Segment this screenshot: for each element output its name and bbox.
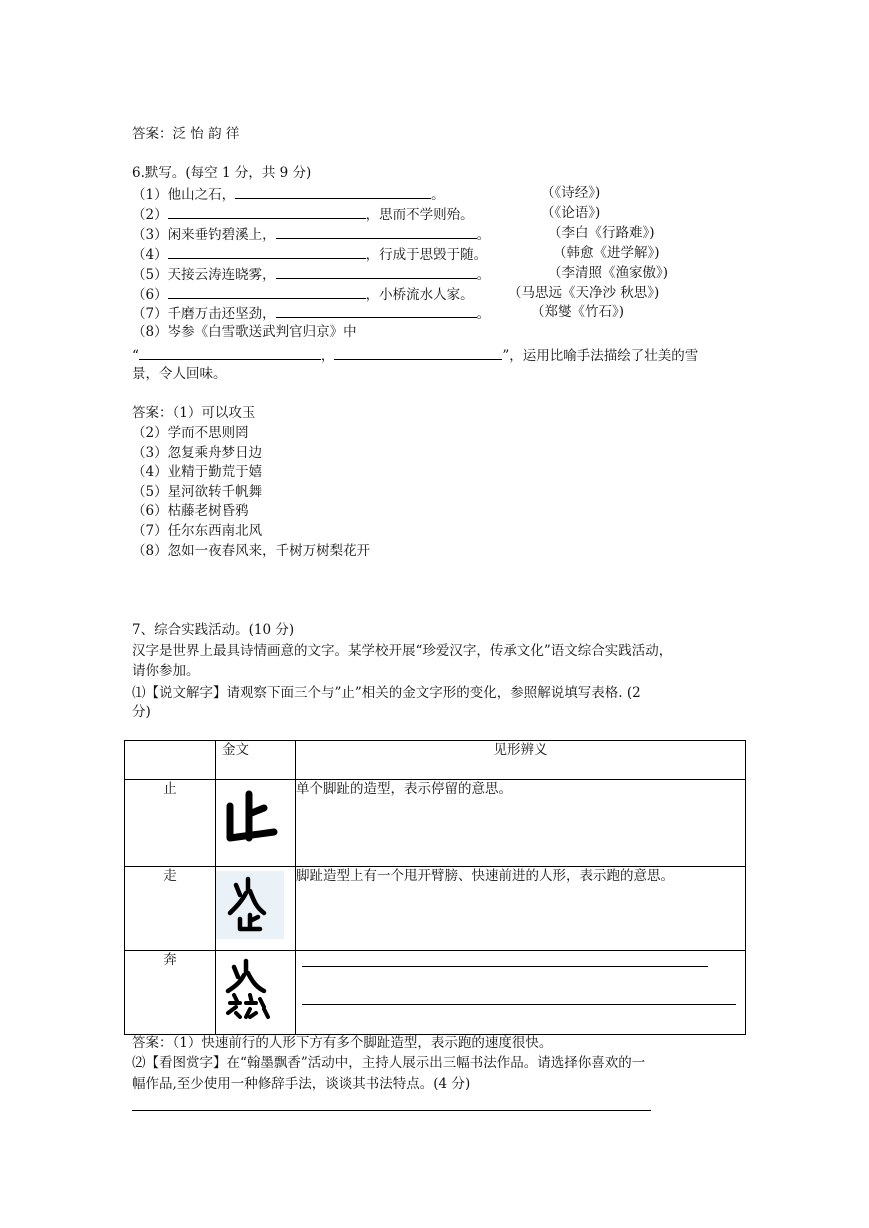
q6-answer-7: （7）任尔东西南北风 (132, 523, 263, 539)
q7-part1-line1: ⑴【说文解字】请观察下面三个与”止”相关的金文字形的变化，参照解说填写表格. (2 (132, 685, 641, 701)
table-header-meaning: 见形辨义 (296, 741, 746, 780)
q6-item-1-source: （《诗经》) (541, 185, 601, 201)
q6-item-7 (132, 303, 490, 324)
q6-blank-1[interactable] (235, 184, 431, 199)
q6-item-6-pre: （6） (132, 287, 168, 303)
q6-item-8-open-quote: “ (132, 348, 139, 364)
q6-item-2-pre: （2） (132, 207, 168, 223)
q6-item-7-source: （郑燮《竹石》) (531, 304, 625, 320)
table-row (125, 780, 746, 867)
q6-blank-8b[interactable] (334, 345, 502, 360)
row-desc-ben (296, 951, 746, 1035)
table-row (125, 867, 746, 951)
table-header-empty (125, 741, 216, 780)
q7-part2-line1: ⑵【看图赏字】在“翰墨飘香”活动中，主持人展示出三幅书法作品。请选择你喜欢的一 (132, 1055, 646, 1071)
q6-item-2 (132, 204, 474, 225)
ben-answer-line-2[interactable] (302, 1003, 736, 1005)
q7-part2-answer-line[interactable] (132, 1110, 651, 1111)
q6-item-3-pre: （3）闲来垂钓碧溪上， (132, 227, 276, 243)
q5-answer: 答案：泛 怡 韵 徉 (132, 126, 240, 142)
q6-item-7-post: 。 (476, 306, 491, 322)
q6-item-2-source: （《论语》) (541, 205, 601, 221)
row-desc-zhi: 单个脚趾的造型，表示停留的意思。 (296, 780, 746, 867)
q6-blank-2[interactable] (168, 204, 366, 219)
q6-item-2-post: ，思而不学则殆。 (365, 207, 474, 223)
q7-part2-line2: 幅作品,至少使用一种修辞手法，谈谈其书法特点。(4 分) (132, 1076, 471, 1092)
q6-item-6-source: （马思远《天净沙 秋思》) (508, 285, 660, 301)
q7-part1-line2: 分) (132, 704, 151, 720)
q6-blank-4[interactable] (168, 244, 366, 259)
table-header-row (125, 741, 746, 780)
q6-item-8-line1: （8）岑参《白雪歌送武判官归京》中 (132, 324, 357, 340)
ben-answer-line-1[interactable] (302, 965, 708, 967)
q6-item-6-post: ，小桥流水人家。 (365, 287, 474, 303)
q6-item-1 (132, 184, 445, 205)
q6-item-4-source: （韩愈《进学解》) (553, 245, 660, 261)
q6-blank-8a[interactable] (139, 345, 321, 360)
q6-answer-5: （5）星河欲转千帆舞 (132, 484, 263, 500)
q6-answer-8: （8）忽如一夜春风来，千树万树梨花开 (132, 543, 371, 559)
q7-intro-2: 请你参加。 (132, 663, 200, 679)
table-row (125, 951, 746, 1035)
q6-item-6 (132, 284, 474, 305)
q6-answer-1: 答案：（1）可以攻玉 (132, 405, 256, 421)
q7-intro-1: 汉字是世界上最具诗情画意的文字。某学校开展“珍爱汉字，传承文化”语文综合实践活动， (132, 643, 673, 659)
q6-item-3 (132, 224, 490, 245)
row-glyph-cell-zhi (216, 780, 296, 867)
q6-blank-7[interactable] (276, 303, 477, 318)
q7-title: 7、综合实践活动。(10 分) (132, 622, 295, 638)
q6-item-5-pre: （5）天接云涛连晓雾， (132, 267, 276, 283)
row-char-zou: 走 (125, 867, 216, 951)
q6-answer-2: （2）学而不思则罔 (132, 425, 249, 441)
q6-item-8-line3: 景，令人回味。 (132, 366, 227, 382)
jinwen-zhi-glyph (216, 784, 284, 852)
jinwen-table (124, 740, 746, 1035)
row-char-zhi: 止 (125, 780, 216, 867)
jinwen-ben-glyph (216, 955, 284, 1023)
q6-answer-4: （4）业精于勤荒于嬉 (132, 464, 263, 480)
q6-blank-3[interactable] (276, 224, 477, 239)
row-glyph-cell-zou (216, 867, 296, 951)
q6-item-3-source: （李白《行路难》) (548, 225, 655, 241)
q6-item-5 (132, 264, 490, 285)
q6-item-1-post: 。 (431, 187, 445, 203)
q6-item-3-post: 。 (476, 227, 491, 243)
table-header-jinwen: 金文 (216, 741, 296, 780)
jinwen-zou-glyph (216, 871, 284, 939)
q6-item-4-pre: （4） (132, 247, 168, 263)
q6-answer-6: （6）枯藤老树昏鸦 (132, 503, 249, 519)
q6-item-5-post: 。 (476, 267, 491, 283)
q7-answer-1: 答案：（1）快速前行的人形下方有多个脚趾造型，表示跑的速度很快。 (132, 1035, 553, 1051)
q6-answer-3: （3）忽复乘舟梦日边 (132, 445, 263, 461)
q6-item-4-post: ，行成于思毁于随。 (365, 247, 488, 263)
q6-item-7-pre: （7）千磨万击还坚劲， (132, 306, 276, 322)
q6-item-8-comma: ， (320, 348, 335, 364)
row-desc-zou: 脚趾造型上有一个甩开臂膀、快速前进的人形，表示跑的意思。 (296, 867, 746, 951)
q6-blank-5[interactable] (276, 264, 477, 279)
q6-item-4 (132, 244, 487, 265)
q6-item-1-pre: （1）他山之石， (132, 187, 236, 203)
q6-item-8-tail: ”，运用比喻手法描绘了壮美的雪 (502, 348, 699, 364)
q6-title: 6.默写。(每空 1 分，共 9 分) (132, 165, 312, 181)
q6-blank-6[interactable] (168, 284, 366, 299)
row-glyph-cell-ben (216, 951, 296, 1035)
row-char-ben: 奔 (125, 951, 216, 1035)
q6-item-5-source: （李清照《渔家傲》) (548, 265, 669, 281)
q6-item-8-line2 (132, 345, 698, 366)
